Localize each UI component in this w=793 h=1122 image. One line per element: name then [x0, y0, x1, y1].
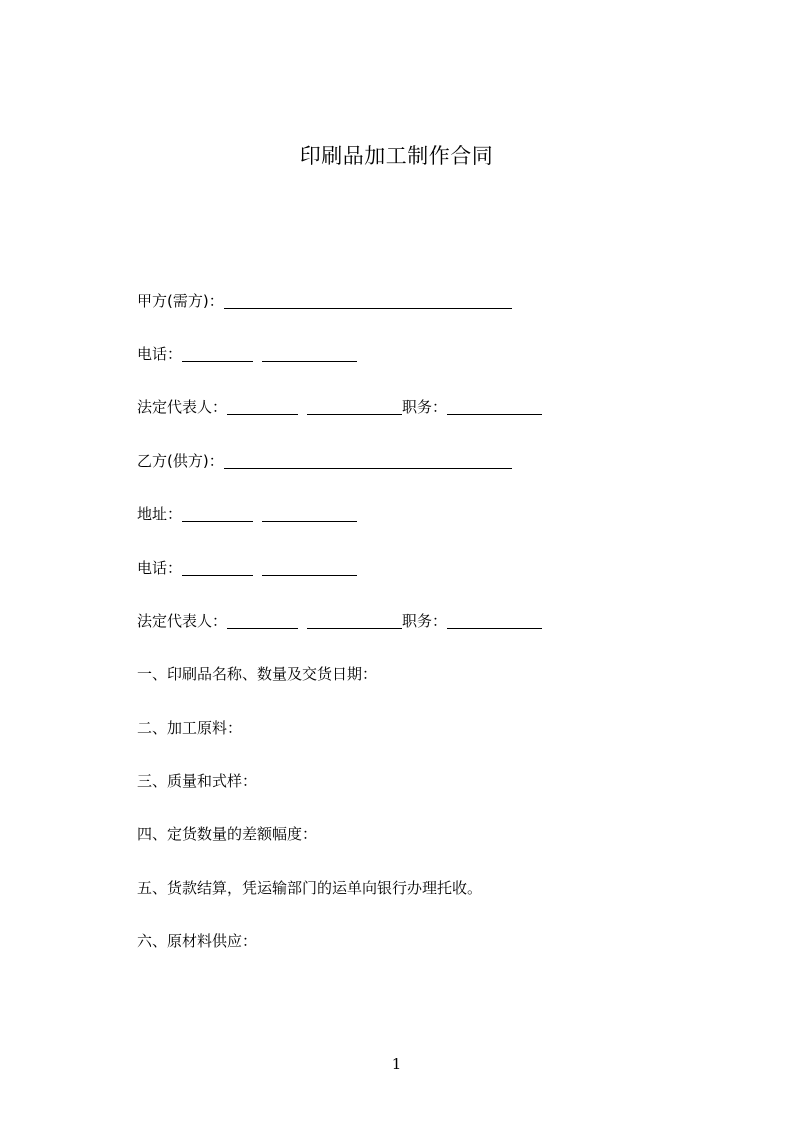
- party-b-address-line: [137, 503, 357, 525]
- clause-item: 六、原材料供应：: [137, 932, 258, 950]
- party-a-label: 甲方(需方)：: [137, 292, 224, 310]
- party-a-phone-label: 电话：: [137, 345, 183, 363]
- party-a-rep-blank-1[interactable]: [227, 397, 298, 415]
- clause-item: 二、加工原料：: [137, 719, 243, 737]
- document-title: 印刷品加工制作合同: [299, 144, 494, 168]
- party-b-line: [137, 450, 512, 472]
- party-b-position-label: 职务：: [402, 612, 448, 630]
- party-a-blank[interactable]: [224, 291, 512, 309]
- party-a-phone-blank-2[interactable]: [262, 344, 357, 362]
- party-a-position-blank[interactable]: [447, 397, 542, 415]
- party-a-phone-line: [137, 343, 357, 365]
- party-b-position-blank[interactable]: [447, 611, 542, 629]
- clause-item: 五、货款结算，凭运输部门的运单向银行办理托收。: [137, 879, 483, 897]
- party-b-rep-blank-1[interactable]: [227, 611, 298, 629]
- party-b-rep-label: 法定代表人：: [137, 612, 228, 630]
- clause-item: 三、质量和式样：: [137, 772, 258, 790]
- party-b-blank[interactable]: [224, 451, 512, 469]
- clause-item: 一、印刷品名称、数量及交货日期：: [137, 665, 378, 683]
- party-b-rep-line: [137, 610, 542, 632]
- party-b-phone-label: 电话：: [137, 559, 183, 577]
- party-b-phone-blank-1[interactable]: [182, 558, 253, 576]
- party-a-rep-label: 法定代表人：: [137, 398, 228, 416]
- party-b-label: 乙方(供方)：: [137, 452, 224, 470]
- party-b-rep-blank-2[interactable]: [307, 611, 402, 629]
- clause-item: 四、定货数量的差额幅度：: [137, 825, 318, 843]
- party-b-phone-line: [137, 557, 357, 579]
- party-a-rep-blank-2[interactable]: [307, 397, 402, 415]
- party-b-address-label: 地址：: [137, 505, 183, 523]
- party-b-address-blank-2[interactable]: [262, 504, 357, 522]
- party-a-phone-blank-1[interactable]: [182, 344, 253, 362]
- party-a-position-label: 职务：: [402, 398, 448, 416]
- party-b-phone-blank-2[interactable]: [262, 558, 357, 576]
- page-number: 1: [391, 1055, 402, 1073]
- party-a-line: [137, 290, 512, 312]
- party-a-rep-line: [137, 396, 542, 418]
- party-b-address-blank-1[interactable]: [182, 504, 253, 522]
